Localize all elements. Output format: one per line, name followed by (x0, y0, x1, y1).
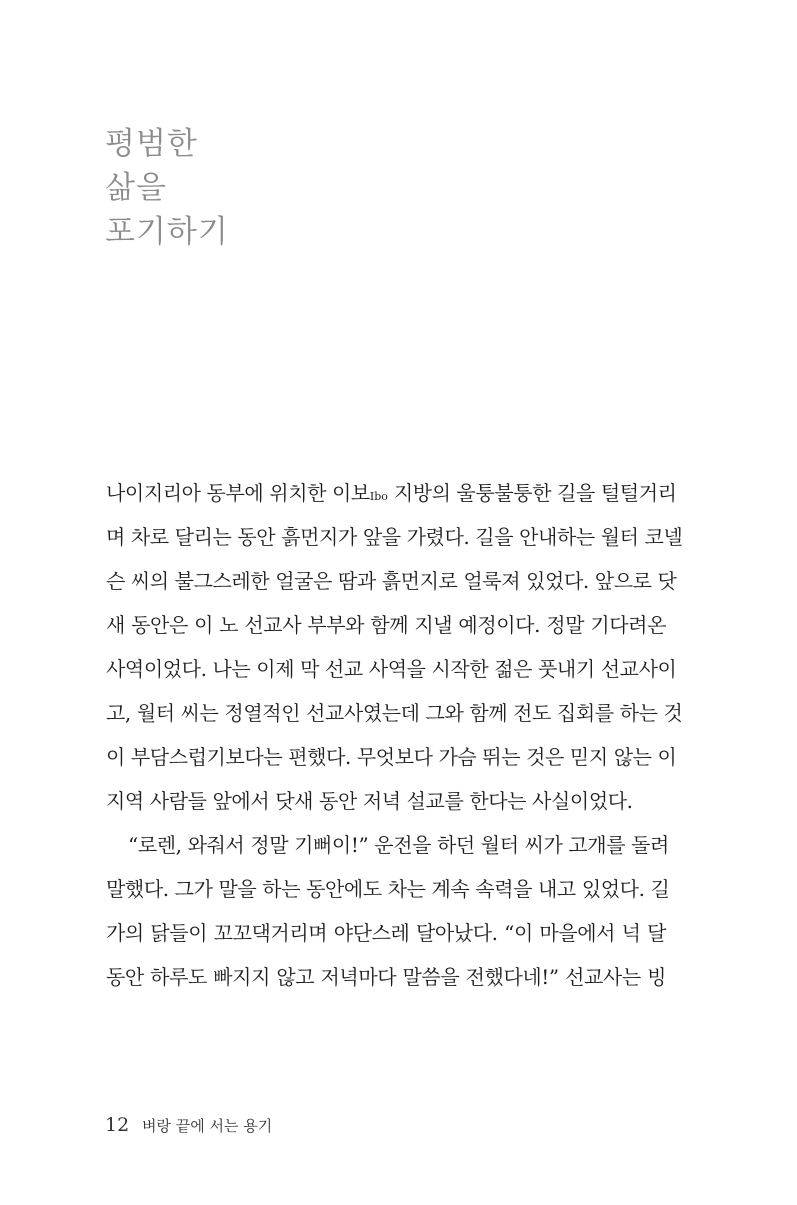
page-footer (105, 1114, 272, 1136)
chapter-title-line-2: 삶을 (105, 170, 167, 206)
body-line-4: 새 동안은 이 노 선교사 부부와 함께 지낼 예정이다. 정말 기다려온 (106, 613, 666, 637)
body-line-2: 며 차로 달리는 동안 흙먼지가 앞을 가렸다. 길을 안내하는 월터 코넬 (106, 525, 683, 549)
body-line-1-end: 지방의 울퉁불퉁한 길을 털털거리 (387, 481, 677, 505)
body-line-7: 이 부담스럽기보다는 편했다. 무엇보다 가슴 뛰는 것은 믿지 않는 이 (106, 745, 677, 769)
body-line-9: “로렌, 와줘서 정말 기뻐이!” 운전을 하던 월터 씨가 고개를 돌려 (128, 833, 669, 857)
body-line-12: 동안 하루도 빠지지 않고 저녁마다 말씀을 전했다네!” 선교사는 빙 (106, 965, 666, 989)
chapter-title-line-3: 포기하기 (105, 214, 229, 250)
running-book-title: 벼랑 끝에 서는 용기 (141, 1117, 273, 1135)
body-line-10: 말했다. 그가 말을 하는 동안에도 차는 계속 속력을 내고 있었다. 길 (106, 877, 670, 901)
body-line-1 (106, 471, 677, 515)
page-number: 12 (105, 1114, 130, 1136)
body-line-11: 가의 닭들이 꼬꼬댁거리며 야단스레 달아났다. “이 마을에서 넉 달 (106, 921, 666, 945)
body-line-5: 사역이었다. 나는 이제 막 선교 사역을 시작한 젊은 풋내기 선교사이 (106, 657, 677, 681)
body-text (106, 471, 683, 999)
chapter-title-line-1: 평범한 (105, 126, 198, 162)
body-line-1-start: 나이지리아 동부에 위치한 이보 (106, 481, 370, 505)
body-line-3: 슨 씨의 불그스레한 얼굴은 땀과 흙먼지로 얼룩져 있었다. 앞으로 닷 (106, 569, 677, 593)
chapter-title (105, 122, 229, 254)
ibo-annotation: Ibo (369, 490, 388, 503)
body-line-6: 고, 월터 씨는 정열적인 선교사였는데 그와 함께 전도 집회를 하는 것 (106, 701, 683, 725)
body-line-8: 지역 사람들 앞에서 닷새 동안 저녁 설교를 한다는 사실이었다. (106, 789, 633, 813)
